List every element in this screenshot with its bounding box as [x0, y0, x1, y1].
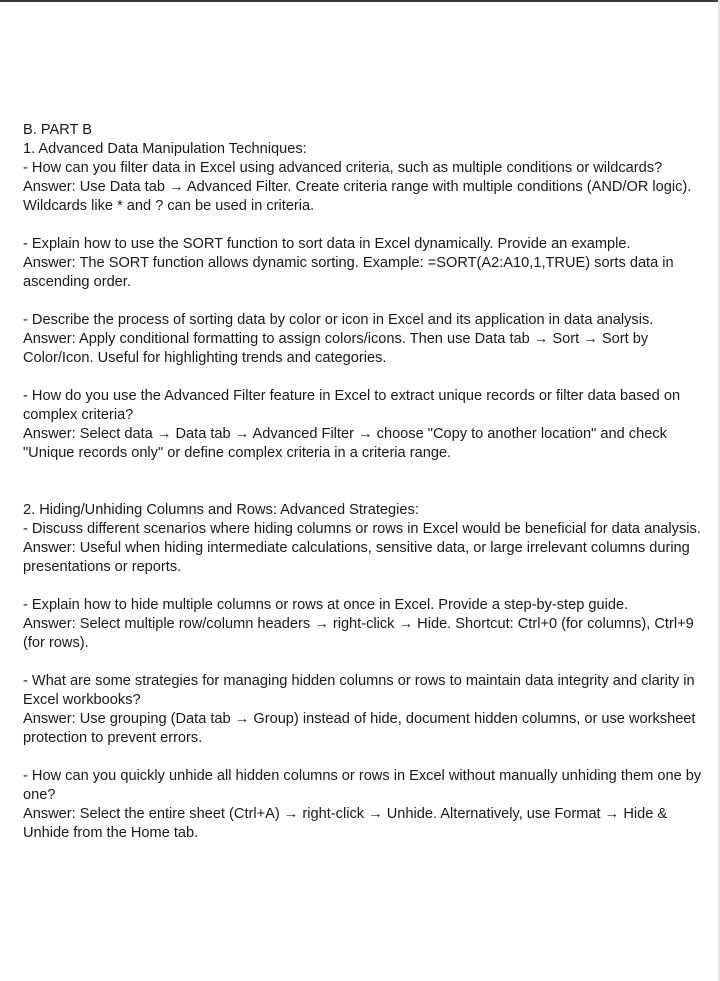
- qa-item: [23, 235, 717, 292]
- qa-item: [23, 520, 717, 577]
- answer-text: Answer: The SORT function allows dynamic sorting. Example: =SORT(A2:A10,1,TRUE) sorts data in ascending order.: [23, 255, 674, 290]
- section-hiding-unhiding: [23, 501, 717, 843]
- answer-text: Answer: Select the entire sheet (Ctrl+A) → right-click → Unhide. Alternatively, use Format → Hide & Unhide from the Home tab.: [23, 806, 668, 841]
- question-text: - How can you filter data in Excel using advanced criteria, such as multiple conditions or wildcards?: [23, 160, 663, 176]
- section-title: 2. Hiding/Unhiding Columns and Rows: Advanced Strategies:: [23, 502, 419, 518]
- question-text: - Describe the process of sorting data by color or icon in Excel and its application in data analysis.: [23, 312, 654, 328]
- answer-text: Answer: Use Data tab → Advanced Filter. Create criteria range with multiple conditions (AND/OR logic). Wildcards like * and ? can be used in criteria.: [23, 179, 692, 214]
- document-body: [23, 121, 717, 862]
- section-advanced-data-manipulation: [23, 140, 717, 463]
- qa-item: [23, 767, 717, 843]
- section-title: 1. Advanced Data Manipulation Techniques:: [23, 141, 307, 157]
- answer-text: Answer: Apply conditional formatting to assign colors/icons. Then use Data tab → Sort → Sort by Color/Icon. Useful for highlighting trends and categories.: [23, 331, 649, 366]
- qa-item: [23, 672, 717, 748]
- question-text: - What are some strategies for managing hidden columns or rows to maintain data integrity and clarity in Excel workbooks?: [23, 673, 695, 708]
- qa-item: [23, 387, 717, 463]
- answer-text: Answer: Useful when hiding intermediate calculations, sensitive data, or large irrelevant columns during presentations or reports.: [23, 540, 690, 575]
- qa-item: [23, 159, 717, 216]
- page-top-edge: [0, 0, 720, 2]
- section-spacer: [23, 482, 717, 501]
- question-text: - Explain how to hide multiple columns or rows at once in Excel. Provide a step-by-step guide.: [23, 597, 629, 613]
- answer-text: Answer: Select multiple row/column headers → right-click → Hide. Shortcut: Ctrl+0 (for columns), Ctrl+9 (for rows).: [23, 616, 694, 651]
- answer-text: Answer: Select data → Data tab → Advanced Filter → choose "Copy to another location" and check "Unique records only" or define complex criteria in a criteria range.: [23, 426, 667, 461]
- question-text: - Explain how to use the SORT function to sort data in Excel dynamically. Provide an example.: [23, 236, 631, 252]
- question-text: - How can you quickly unhide all hidden columns or rows in Excel without manually unhiding them one by one?: [23, 768, 702, 803]
- answer-text: Answer: Use grouping (Data tab → Group) instead of hide, document hidden columns, or use worksheet protection to prevent errors.: [23, 711, 696, 746]
- question-text: - How do you use the Advanced Filter feature in Excel to extract unique records or filter data based on complex criteria?: [23, 388, 681, 423]
- qa-item: [23, 311, 717, 368]
- question-text: - Discuss different scenarios where hiding columns or rows in Excel would be beneficial for data analysis.: [23, 521, 701, 537]
- qa-item: [23, 596, 717, 653]
- part-title: B. PART B: [23, 122, 92, 138]
